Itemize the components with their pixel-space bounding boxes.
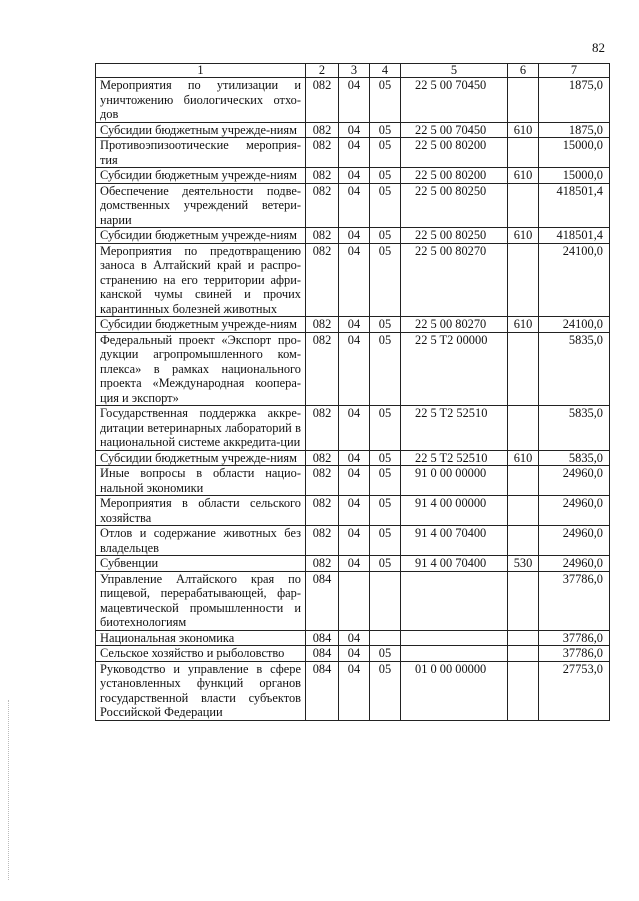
expense-type-cell: 610 [508,317,539,333]
target-article-cell: 22 5 00 80250 [401,183,508,228]
table-row [96,183,610,228]
section-code-cell: 04 [339,630,370,646]
item-name-cell: Государственная поддержка аккре-дитации ветеринарных лабораторий в национальной системе аккредита-ции [96,406,306,451]
amount-cell: 24960,0 [539,526,610,556]
amount-cell: 24100,0 [539,243,610,317]
header-col-7: 7 [539,64,610,78]
ministry-code-cell: 084 [306,571,339,630]
subsection-code-cell: 05 [370,183,401,228]
target-article-cell: 22 5 00 70450 [401,78,508,123]
ministry-code-cell: 082 [306,466,339,496]
subsection-code-cell: 05 [370,556,401,572]
section-code-cell: 04 [339,646,370,662]
expense-type-cell [508,661,539,720]
amount-cell: 24100,0 [539,317,610,333]
amount-cell: 418501,4 [539,183,610,228]
expense-type-cell [508,78,539,123]
expense-type-cell: 610 [508,168,539,184]
target-article-cell [401,646,508,662]
item-name-cell: Управление Алтайского края по пищевой, перерабатывающей, фар-мацевтической промышленности и биотехнологиям [96,571,306,630]
expense-type-cell [508,496,539,526]
table-row [96,122,610,138]
subsection-code-cell: 05 [370,168,401,184]
ministry-code-cell: 082 [306,406,339,451]
target-article-cell: 22 5 00 80200 [401,168,508,184]
item-name-cell: Субсидии бюджетным учрежде-ниям [96,228,306,244]
budget-table-container [95,63,609,721]
expense-type-cell [508,526,539,556]
item-name-cell: Руководство и управление в сфере установленных функций органов государственной власти субъектов Российской Федерации [96,661,306,720]
ministry-code-cell: 082 [306,168,339,184]
section-code-cell: 04 [339,243,370,317]
table-row [96,332,610,406]
target-article-cell [401,571,508,630]
ministry-code-cell: 082 [306,228,339,244]
subsection-code-cell: 05 [370,228,401,244]
expense-type-cell [508,466,539,496]
item-name-cell: Иные вопросы в области нацио-нальной экономики [96,466,306,496]
ministry-code-cell: 082 [306,332,339,406]
item-name-cell: Национальная экономика [96,630,306,646]
section-code-cell: 04 [339,138,370,168]
page-number: 82 [592,40,605,55]
item-name-cell: Субсидии бюджетным учрежде-ниям [96,122,306,138]
table-row [96,406,610,451]
ministry-code-cell: 082 [306,496,339,526]
target-article-cell: 91 4 00 70400 [401,526,508,556]
section-code-cell: 04 [339,183,370,228]
target-article-cell: 22 5 00 80270 [401,317,508,333]
section-code-cell: 04 [339,168,370,184]
table-row [96,228,610,244]
expense-type-cell: 530 [508,556,539,572]
section-code-cell: 04 [339,122,370,138]
item-name-cell: Отлов и содержание животных без владельцев [96,526,306,556]
item-name-cell: Обеспечение деятельности подве-домственных учреждений ветери-нарии [96,183,306,228]
item-name-cell: Мероприятия по утилизации и уничтожению биологических отхо-дов [96,78,306,123]
subsection-code-cell: 05 [370,406,401,451]
expense-type-cell [508,406,539,451]
expense-type-cell [508,630,539,646]
table-row [96,138,610,168]
subsection-code-cell: 05 [370,78,401,123]
target-article-cell: 22 5 00 80200 [401,138,508,168]
margin-line [8,700,10,880]
expense-type-cell [508,571,539,630]
ministry-code-cell: 082 [306,317,339,333]
amount-cell: 5835,0 [539,450,610,466]
target-article-cell: 22 5 T2 52510 [401,450,508,466]
amount-cell: 15000,0 [539,168,610,184]
target-article-cell: 91 4 00 70400 [401,556,508,572]
expense-type-cell [508,332,539,406]
header-col-3: 3 [339,64,370,78]
subsection-code-cell: 05 [370,317,401,333]
table-row [96,556,610,572]
amount-cell: 15000,0 [539,138,610,168]
item-name-cell: Сельское хозяйство и рыболовство [96,646,306,662]
amount-cell: 24960,0 [539,556,610,572]
table-row [96,646,610,662]
ministry-code-cell: 082 [306,243,339,317]
amount-cell: 5835,0 [539,406,610,451]
target-article-cell [401,630,508,646]
ministry-code-cell: 084 [306,661,339,720]
table-row [96,571,610,630]
expense-type-cell [508,183,539,228]
item-name-cell: Мероприятия в области сельского хозяйства [96,496,306,526]
amount-cell: 37786,0 [539,646,610,662]
section-code-cell: 04 [339,450,370,466]
target-article-cell: 91 0 00 00000 [401,466,508,496]
section-code-cell: 04 [339,556,370,572]
item-name-cell: Мероприятия по предотвращению заноса в Алтайский край и распро-странению на его территории афри-канской чумы свиней и прочих карантинных болезней животных [96,243,306,317]
subsection-code-cell: 05 [370,138,401,168]
amount-cell: 24960,0 [539,496,610,526]
ministry-code-cell: 082 [306,138,339,168]
section-code-cell: 04 [339,496,370,526]
table-body [96,78,610,721]
ministry-code-cell: 084 [306,630,339,646]
item-name-cell: Противоэпизоотические мероприя-тия [96,138,306,168]
table-row [96,526,610,556]
header-col-4: 4 [370,64,401,78]
item-name-cell: Федеральный проект «Экспорт про-дукции агропромышленного ком-плекса» в рамках национального проекта «Международная коопера-ция и экспорт» [96,332,306,406]
target-article-cell: 22 5 00 80250 [401,228,508,244]
subsection-code-cell: 05 [370,243,401,317]
table-row [96,630,610,646]
expense-type-cell: 610 [508,228,539,244]
target-article-cell: 22 5 00 80270 [401,243,508,317]
section-code-cell: 04 [339,332,370,406]
header-col-2: 2 [306,64,339,78]
section-code-cell: 04 [339,466,370,496]
ministry-code-cell: 082 [306,78,339,123]
table-row [96,243,610,317]
amount-cell: 418501,4 [539,228,610,244]
amount-cell: 27753,0 [539,661,610,720]
expense-type-cell: 610 [508,450,539,466]
section-code-cell: 04 [339,526,370,556]
amount-cell: 24960,0 [539,466,610,496]
table-row [96,496,610,526]
amount-cell: 37786,0 [539,630,610,646]
ministry-code-cell: 082 [306,450,339,466]
section-code-cell: 04 [339,406,370,451]
table-row [96,450,610,466]
subsection-code-cell [370,630,401,646]
section-code-cell [339,571,370,630]
subsection-code-cell: 05 [370,526,401,556]
target-article-cell: 22 5 00 70450 [401,122,508,138]
subsection-code-cell: 05 [370,450,401,466]
table-row [96,661,610,720]
table-row [96,78,610,123]
ministry-code-cell: 082 [306,556,339,572]
target-article-cell: 22 5 T2 00000 [401,332,508,406]
subsection-code-cell: 05 [370,332,401,406]
budget-table [95,63,610,721]
table-row [96,168,610,184]
ministry-code-cell: 084 [306,646,339,662]
subsection-code-cell: 05 [370,646,401,662]
table-row [96,466,610,496]
item-name-cell: Субсидии бюджетным учрежде-ниям [96,450,306,466]
item-name-cell: Субвенции [96,556,306,572]
section-code-cell: 04 [339,317,370,333]
subsection-code-cell: 05 [370,466,401,496]
subsection-code-cell: 05 [370,661,401,720]
subsection-code-cell: 05 [370,122,401,138]
section-code-cell: 04 [339,228,370,244]
subsection-code-cell [370,571,401,630]
expense-type-cell [508,243,539,317]
header-col-6: 6 [508,64,539,78]
table-row [96,317,610,333]
expense-type-cell [508,138,539,168]
header-col-5: 5 [401,64,508,78]
expense-type-cell [508,646,539,662]
amount-cell: 5835,0 [539,332,610,406]
amount-cell: 37786,0 [539,571,610,630]
amount-cell: 1875,0 [539,78,610,123]
subsection-code-cell: 05 [370,496,401,526]
section-code-cell: 04 [339,78,370,123]
target-article-cell: 91 4 00 00000 [401,496,508,526]
section-code-cell: 04 [339,661,370,720]
amount-cell: 1875,0 [539,122,610,138]
item-name-cell: Субсидии бюджетным учрежде-ниям [96,317,306,333]
ministry-code-cell: 082 [306,526,339,556]
table-header-row [96,64,610,78]
expense-type-cell: 610 [508,122,539,138]
target-article-cell: 22 5 T2 52510 [401,406,508,451]
ministry-code-cell: 082 [306,183,339,228]
target-article-cell: 01 0 00 00000 [401,661,508,720]
item-name-cell: Субсидии бюджетным учрежде-ниям [96,168,306,184]
ministry-code-cell: 082 [306,122,339,138]
header-col-1: 1 [96,64,306,78]
